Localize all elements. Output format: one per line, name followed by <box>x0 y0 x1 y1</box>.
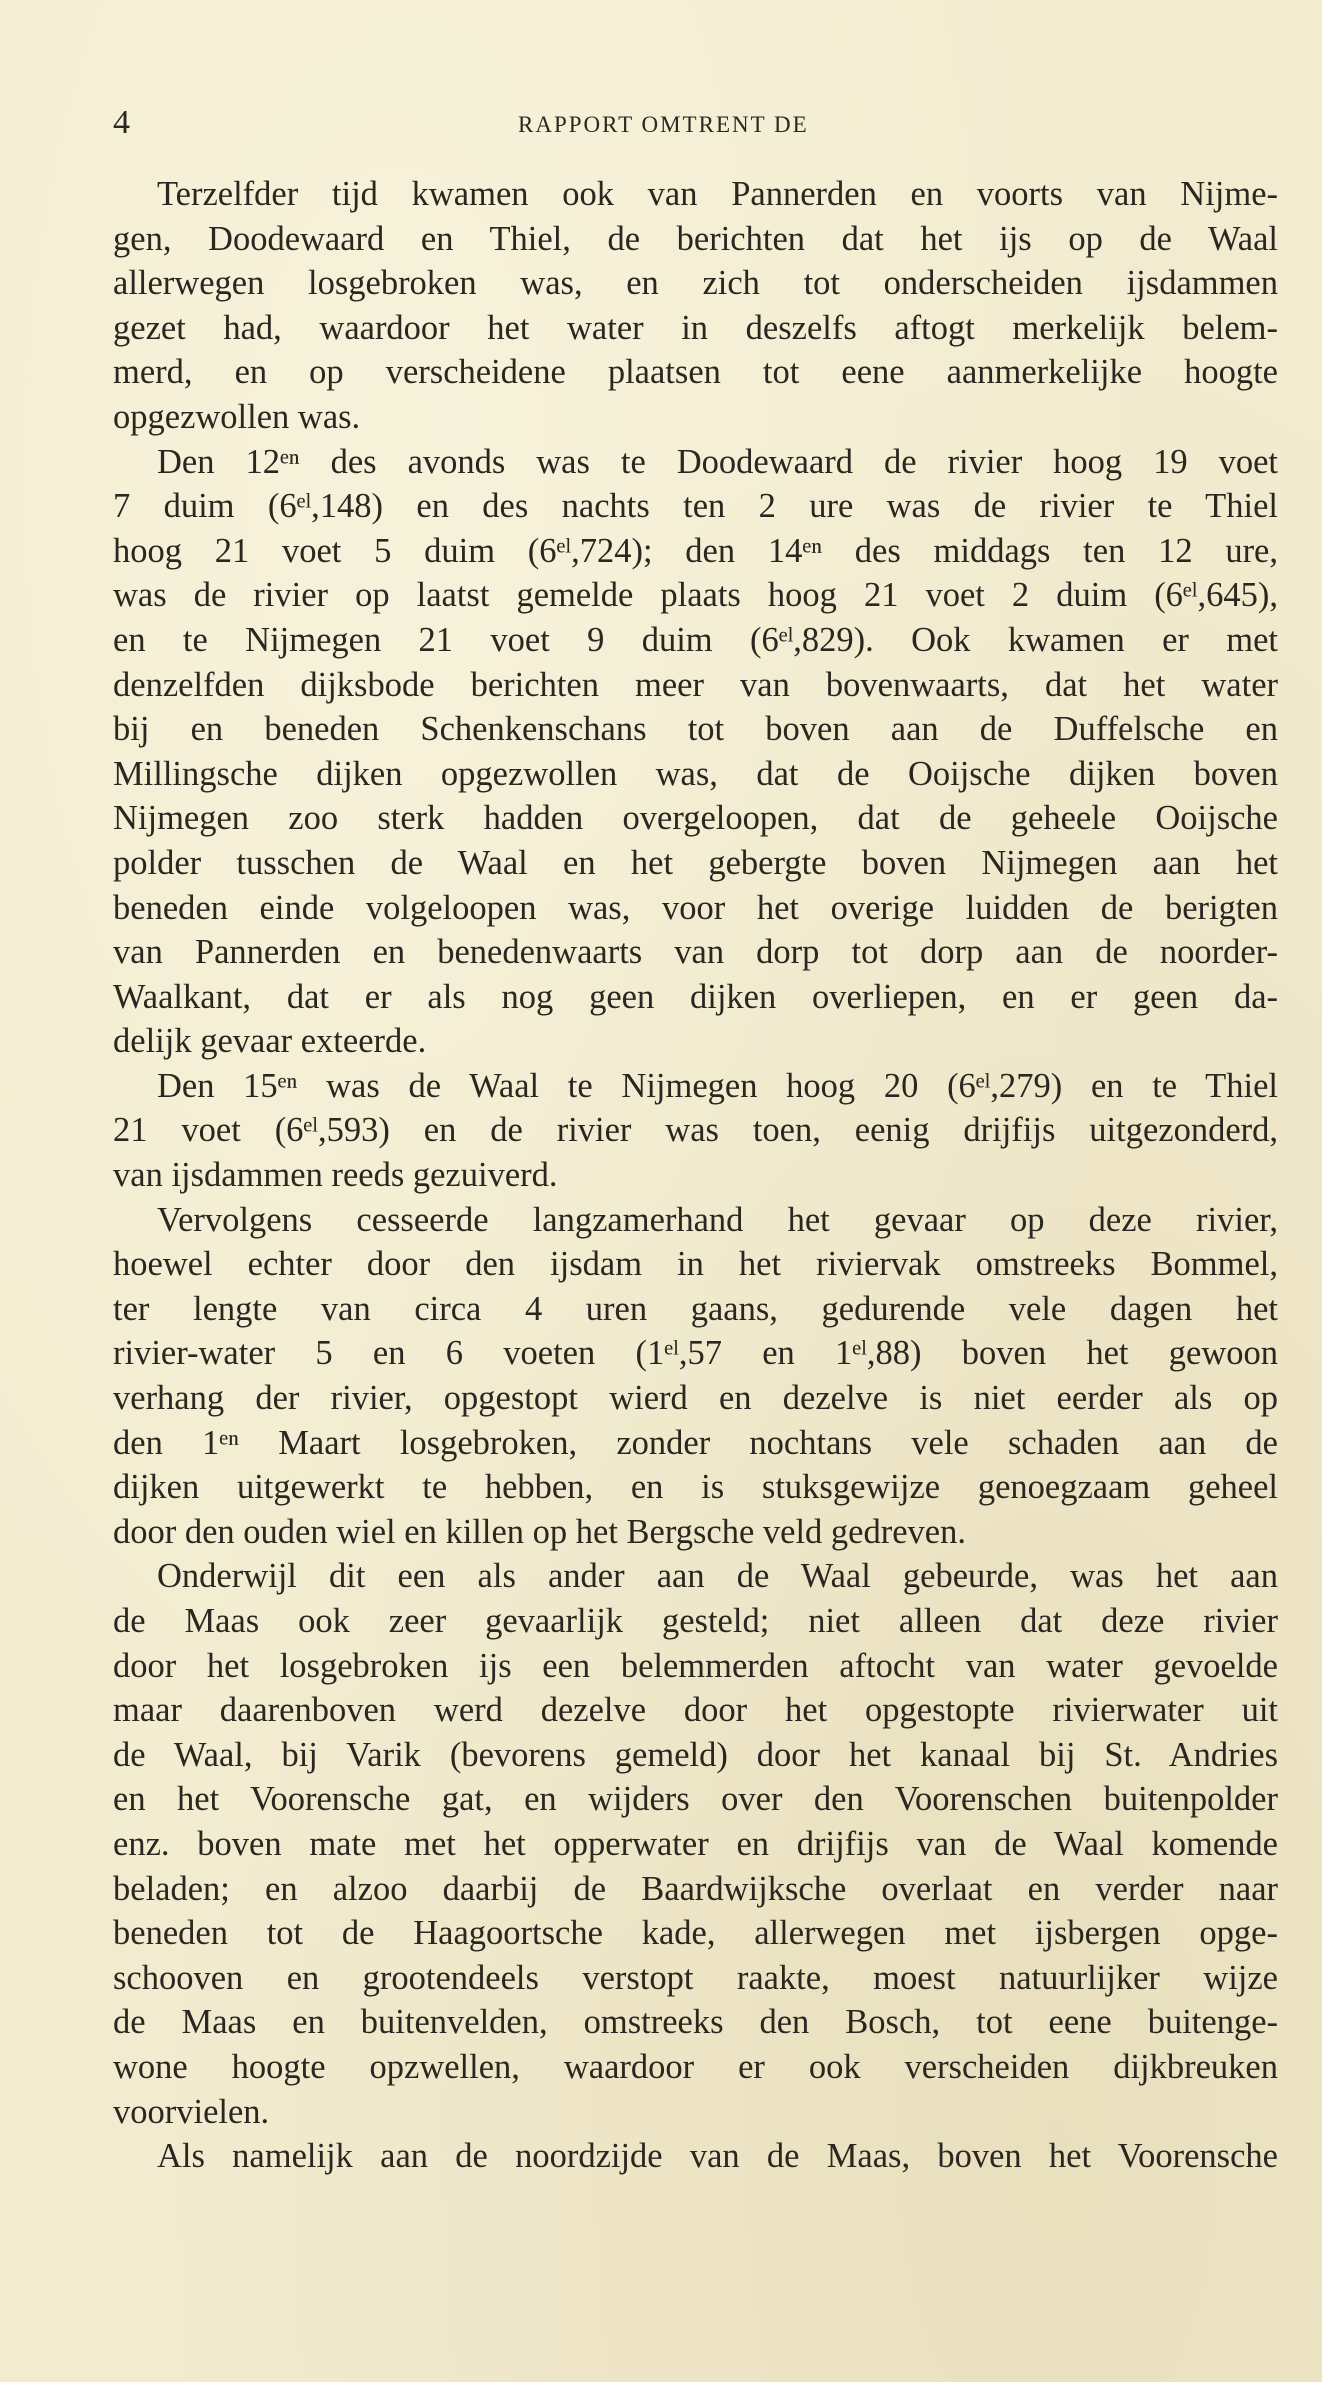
text-line: opgezwollen was. <box>113 397 361 436</box>
text-line: Millingsche dijken opgezwollen was, dat de Ooijsche dijken boven <box>113 754 1278 793</box>
text-line: hoog 21 voet 5 duim (6ᵉˡ,724); den 14ᵉⁿ des middags ten 12 ure, <box>113 531 1278 570</box>
text-line: was de rivier op laatst gemelde plaats hoog 21 voet 2 duim (6ᵉˡ,645), <box>113 576 1278 615</box>
text-line: enz. boven mate met het opperwater en drijfijs van de Waal komende <box>113 1824 1278 1863</box>
text-line: gezet had, waardoor het water in deszelfs aftogt merkelijk belem- <box>113 308 1278 347</box>
text-line: Vervolgens cesseerde langzamerhand het gevaar op deze rivier, <box>157 1200 1278 1239</box>
text-line: Terzelfder tijd kwamen ook van Pannerden en voorts van Nijme- <box>157 175 1278 213</box>
text-line: maar daarenboven werd dezelve door het opgestopte rivierwater uit <box>113 1691 1278 1730</box>
text-line: den 1ᵉⁿ Maart losgebroken, zonder nochtans vele schaden aan de <box>113 1423 1278 1462</box>
text-line: Nijmegen zoo sterk hadden overgeloopen, dat de geheele Ooijsche <box>113 799 1278 838</box>
text-line: door den ouden wiel en killen op het Bergsche veld gedreven. <box>113 1512 966 1551</box>
text-line: polder tusschen de Waal en het gebergte boven Nijmegen aan het <box>113 843 1278 882</box>
text-line: Den 12ᵉⁿ des avonds was te Doodewaard de rivier hoog 19 voet <box>157 442 1278 481</box>
text-line: voorvielen. <box>113 2092 270 2131</box>
text-line: gen, Doodewaard en Thiel, de berichten dat het ijs op de Waal <box>113 219 1278 258</box>
text-line: merd, en op verscheidene plaatsen tot eene aanmerkelijke hoogte <box>113 353 1278 392</box>
body-text <box>113 172 1278 2179</box>
text-line: ter lengte van circa 4 uren gaans, gedurende vele dagen het <box>113 1289 1278 1328</box>
text-line: van Pannerden en benedenwaarts van dorp tot dorp aan de noorder- <box>113 933 1278 972</box>
text-line: wone hoogte opzwellen, waardoor er ook verscheiden dijkbreuken <box>113 2047 1278 2086</box>
text-line: delijk gevaar exteerde. <box>113 1022 427 1061</box>
text-line: van ijsdammen reeds gezuiverd. <box>113 1156 558 1195</box>
page-number: 4 <box>113 104 130 141</box>
text-line: schooven en grootendeels verstopt raakte, moest natuurlijker wijze <box>113 1958 1278 1997</box>
text-line: hoewel echter door den ijsdam in het riviervak omstreeks Bommel, <box>113 1245 1278 1284</box>
page-header <box>113 103 1273 143</box>
text-line: Onderwijl dit een als ander aan de Waal gebeurde, was het aan <box>157 1557 1278 1596</box>
text-line: rivier-water 5 en 6 voeten (1ᵉˡ,57 en 1ᵉˡ,88) boven het gewoon <box>113 1334 1278 1373</box>
text-line: Als namelijk aan de noordzijde van de Maas, boven het Voorensche <box>157 2137 1278 2176</box>
text-line: beneden tot de Haagoortsche kade, allerwegen met ijsbergen opge- <box>113 1914 1278 1953</box>
text-line: de Maas en buitenvelden, omstreeks den Bosch, tot eene buitenge- <box>113 2003 1278 2042</box>
text-line: 7 duim (6ᵉˡ,148) en des nachts ten 2 ure was de rivier te Thiel <box>113 487 1278 526</box>
text-line: allerwegen losgebroken was, en zich tot onderscheiden ijsdammen <box>113 264 1278 303</box>
text-line: beladen; en alzoo daarbij de Baardwijksche overlaat en verder naar <box>113 1869 1278 1908</box>
text-line: denzelfden dijksbode berichten meer van bovenwaarts, dat het water <box>113 665 1278 704</box>
running-title: RAPPORT OMTRENT DE <box>518 112 809 137</box>
text-line: Waalkant, dat er als nog geen dijken overliepen, en er geen da- <box>113 977 1278 1016</box>
text-line: Den 15ᵉⁿ was de Waal te Nijmegen hoog 20 (6ᵉˡ,279) en te Thiel <box>157 1066 1278 1105</box>
text-line: de Waal, bij Varik (bevorens gemeld) door het kanaal bij St. Andries <box>113 1735 1278 1774</box>
text-line: en het Voorensche gat, en wijders over den Voorenschen buitenpolder <box>113 1780 1278 1819</box>
text-line: verhang der rivier, opgestopt wierd en dezelve is niet eerder als op <box>113 1379 1278 1418</box>
text-line: door het losgebroken ijs een belemmerden aftocht van water gevoelde <box>113 1646 1278 1685</box>
text-line: beneden einde volgeloopen was, voor het overige luidden de berigten <box>113 888 1278 927</box>
text-line: 21 voet (6ᵉˡ,593) en de rivier was toen, eenig drijfijs uitgezonderd, <box>113 1111 1278 1150</box>
text-line: bij en beneden Schenkenschans tot boven aan de Duffelsche en <box>113 710 1278 749</box>
text-line: de Maas ook zeer gevaarlijk gesteld; niet alleen dat deze rivier <box>113 1602 1278 1640</box>
text-line: en te Nijmegen 21 voet 9 duim (6ᵉˡ,829). Ook kwamen er met <box>113 620 1278 659</box>
text-line: dijken uitgewerkt te hebben, en is stuksgewijze genoegzaam geheel <box>113 1468 1278 1507</box>
